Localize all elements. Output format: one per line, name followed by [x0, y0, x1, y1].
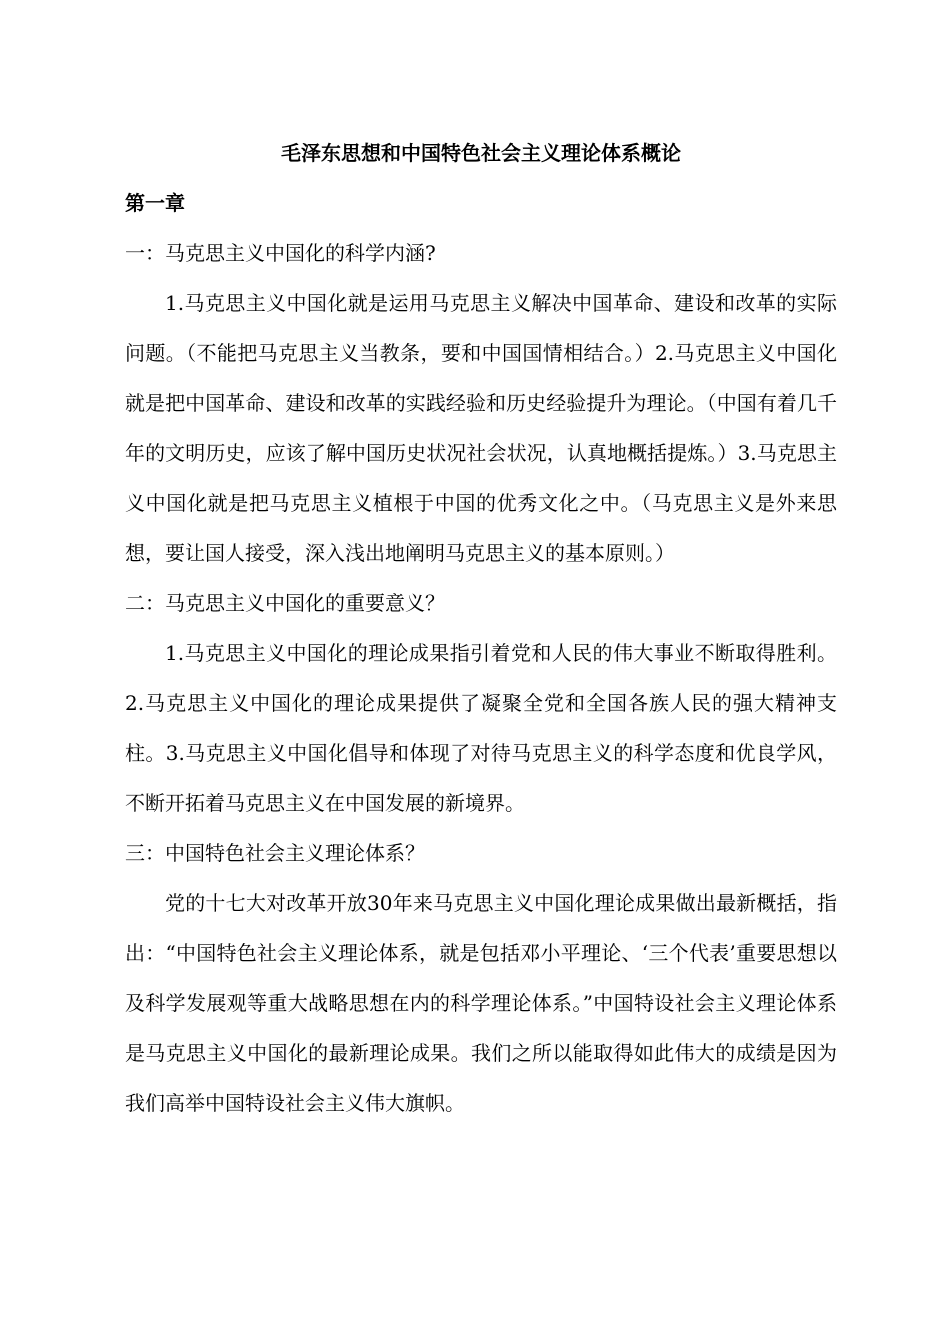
section-question: 二：马克思主义中国化的重要意义？ [125, 591, 445, 615]
section-answer: 党的十七大对改革开放30年来马克思主义中国化理论成果做出最新概括，指出：“中国特色社会主义理论体系，就是包括邓小平理论、‘三个代表’重要思想以及科学发展观等重大战略思想在内的科学理论体系。”中国特设社会主义理论体系是马克思主义中国化的最新理论成果。我们之所以能取得如此伟大的成绩是因为我们高举中国特设社会主义伟大旗帜。 [125, 891, 837, 1115]
section-question: 一：马克思主义中国化的科学内涵? [125, 241, 436, 265]
chapter-heading: 第一章 [125, 191, 185, 215]
section-answer: 1.马克思主义中国化的理论成果指引着党和人民的伟大事业不断取得胜利。2.马克思主义中国化的理论成果提供了凝聚全党和全国各族人民的强大精神支柱。3.马克思主义中国化倡导和体现了对待马克思主义的科学态度和优良学风，不断开拓着马克思主义在中国发展的新境界。 [125, 641, 837, 815]
document-title: 毛泽东思想和中国特色社会主义理论体系概论 [281, 141, 681, 165]
section-2 [125, 578, 837, 828]
document-body [125, 128, 837, 1128]
section-1 [125, 228, 837, 578]
section-3 [125, 828, 837, 1128]
section-answer: 1.马克思主义中国化就是运用马克思主义解决中国革命、建设和改革的实际问题。（不能把马克思主义当教条，要和中国国情相结合。）2.马克思主义中国化就是把中国革命、建设和改革的实践经验和历史经验提升为理论。（中国有着几千年的文明历史，应该了解中国历史状况社会状况，认真地概括提炼。）3.马克思主义中国化就是把马克思主义植根于中国的优秀文化之中。（马克思主义是外来思想，要让国人接受，深入浅出地阐明马克思主义的基本原则。） [125, 291, 837, 565]
section-question: 三：中国特色社会主义理论体系？ [125, 841, 425, 865]
